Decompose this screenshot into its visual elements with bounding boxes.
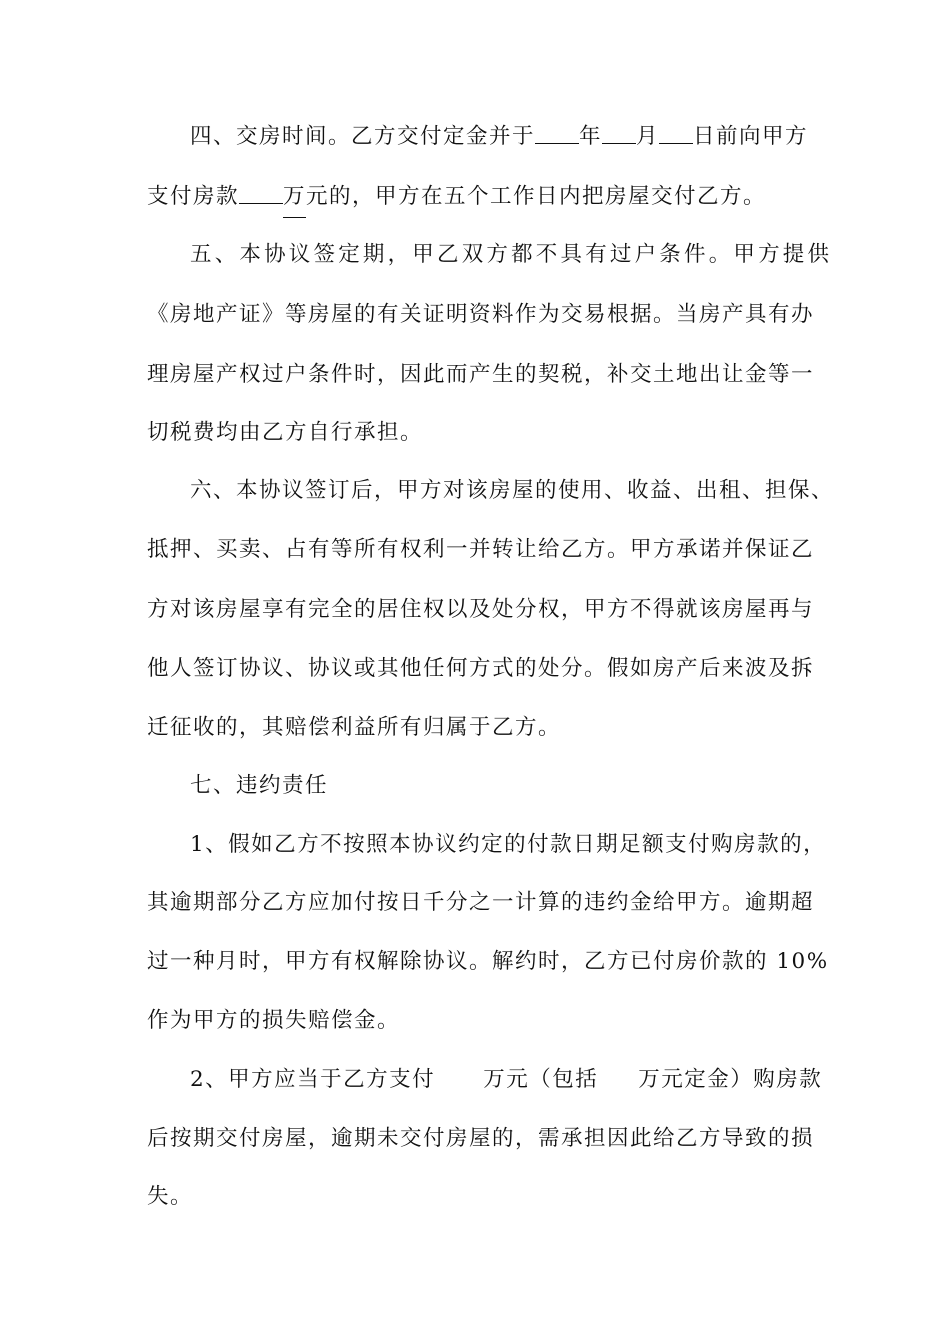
clause-2-text: 后按期交付房屋，逾期未交付房屋的，需承担因此给乙方导致的损 bbox=[147, 1126, 815, 1151]
section-6-line-1 bbox=[0, 471, 950, 511]
section-heading: 七、违约责任 bbox=[190, 773, 329, 798]
section-5-line-4 bbox=[0, 413, 950, 453]
day-label: 日前向甲方 bbox=[693, 124, 809, 149]
year-blank bbox=[535, 117, 579, 144]
clause-1-line-3 bbox=[0, 942, 950, 982]
clause-2-line-2 bbox=[0, 1119, 950, 1159]
payment-amount-blank bbox=[239, 177, 283, 204]
clause-1-text: 作为甲方的损失赔偿金。 bbox=[147, 1008, 401, 1033]
section-6-line-3 bbox=[0, 590, 950, 630]
year-label: 年 bbox=[579, 124, 603, 149]
section-6-text: 抵押、买卖、占有等所有权利一并转让给乙方。甲方承诺并保证乙 bbox=[147, 537, 815, 562]
section-5-line-3 bbox=[0, 355, 950, 395]
section-4-tail: 元的，甲方在五个工作日内把房屋交付乙方。 bbox=[306, 184, 767, 209]
clause-2-text: 2、甲方应当于乙方支付 bbox=[190, 1067, 436, 1092]
section-6-line-4 bbox=[0, 649, 950, 689]
clause-1-text: 1、假如乙方不按照本协议约定的付款日期足额支付购房款的， bbox=[190, 832, 827, 857]
clause-1-line-1 bbox=[0, 825, 950, 865]
section-4-text: 四、交房时间。乙方交付定金并于 bbox=[190, 124, 536, 149]
month-blank bbox=[602, 117, 636, 144]
clause-2-text: 万元（包括 bbox=[483, 1067, 599, 1092]
section-6-text: 他人签订协议、协议或其他任何方式的处分。假如房产后来波及拆 bbox=[147, 656, 815, 681]
section-4-line-2 bbox=[0, 177, 950, 217]
clause-2-text: 失。 bbox=[147, 1184, 194, 1209]
section-6-text: 迁征收的，其赔偿利益所有归属于乙方。 bbox=[147, 715, 562, 740]
clause-1-text: 其逾期部分乙方应加付按日千分之一计算的违约金给甲方。逾期超 bbox=[147, 890, 815, 915]
clause-1-line-2 bbox=[0, 883, 950, 923]
clause-2-line-3 bbox=[0, 1177, 950, 1217]
section-5-text: 理房屋产权过户条件时，因此而产生的契税，补交土地出让金等一 bbox=[147, 362, 815, 387]
section-5-line-2 bbox=[0, 295, 950, 335]
clause-2-text: 万元定金）购房款 bbox=[638, 1067, 823, 1092]
day-blank bbox=[659, 117, 693, 144]
clause-2-line-1 bbox=[0, 1060, 950, 1100]
section-6-line-5 bbox=[0, 708, 950, 748]
section-6-line-2 bbox=[0, 530, 950, 570]
section-6-text: 方对该房屋享有完全的居住权以及处分权，甲方不得就该房屋再与 bbox=[147, 597, 815, 622]
section-4-line-1 bbox=[0, 117, 950, 157]
section-7-heading bbox=[0, 766, 950, 806]
section-5-line-1 bbox=[0, 235, 950, 275]
clause-1-text: 过一种月时，甲方有权解除协议。解约时，乙方已付房价款的 10% bbox=[147, 949, 829, 974]
wan-unit: 万 bbox=[283, 177, 306, 218]
month-label: 月 bbox=[636, 124, 660, 149]
section-5-text: 《房地产证》等房屋的有关证明资料作为交易根据。当房产具有办 bbox=[147, 302, 815, 327]
section-5-text: 五、本协议签定期，甲乙双方都不具有过户条件。甲方提供 bbox=[190, 242, 833, 267]
section-6-text: 六、本协议签订后，甲方对该房屋的使用、收益、出租、担保、 bbox=[190, 478, 835, 503]
clause-1-line-4 bbox=[0, 1001, 950, 1041]
payment-label: 支付房款 bbox=[147, 184, 240, 209]
section-5-text: 切税费均由乙方自行承担。 bbox=[147, 420, 424, 445]
